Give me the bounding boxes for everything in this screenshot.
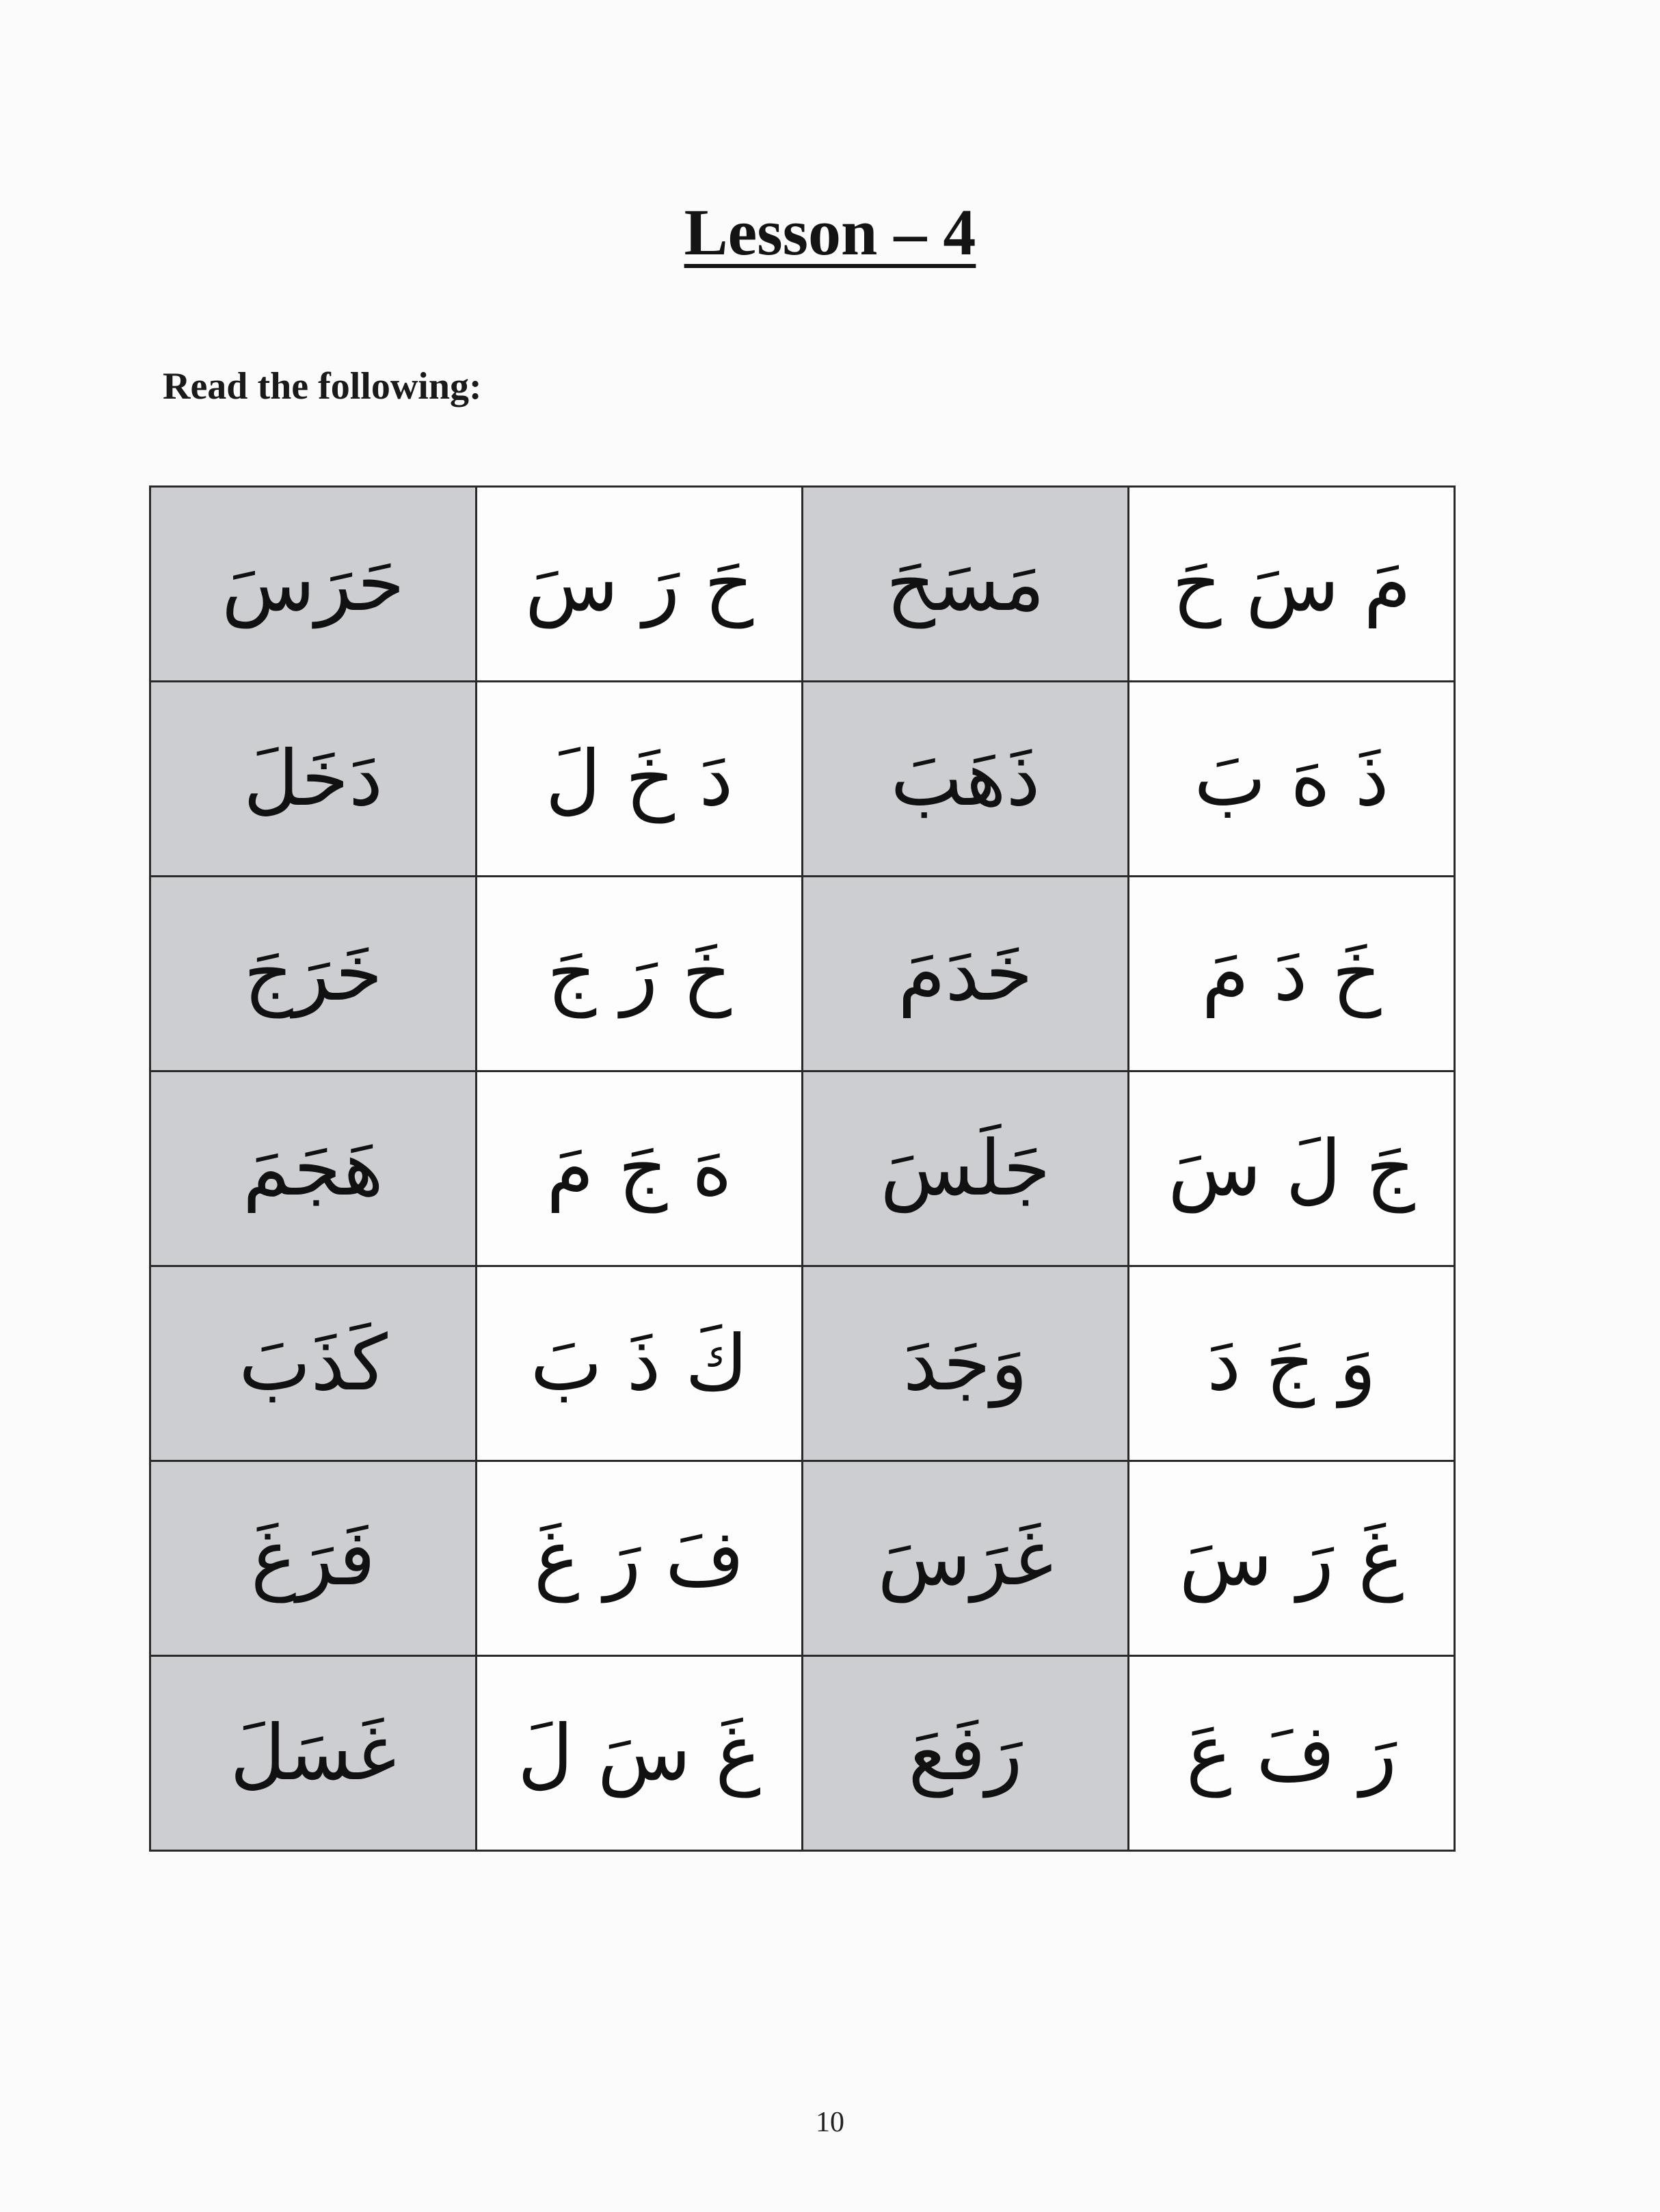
letters-cell: هَ جَ مَ <box>477 1071 803 1266</box>
letters-cell: جَ لَ سَ <box>1129 1071 1455 1266</box>
letters-cell: خَ دَ مَ <box>1129 877 1455 1071</box>
letters-cell: غَ رَ سَ <box>1129 1461 1455 1656</box>
word-cell: هَجَمَ <box>150 1071 477 1266</box>
letters-cell: وَ جَ دَ <box>1129 1266 1455 1461</box>
word-cell: رَفَعَ <box>803 1656 1129 1851</box>
word-cell: غَسَلَ <box>150 1656 477 1851</box>
table-row <box>150 1071 1455 1266</box>
word-cell: وَجَدَ <box>803 1266 1129 1461</box>
letters-cell: ذَ هَ بَ <box>1129 682 1455 877</box>
page-title: Lesson – 4 <box>684 196 976 269</box>
page-number: 10 <box>816 2107 844 2138</box>
instruction-text: Read the following: <box>163 365 482 408</box>
table-row <box>150 487 1455 682</box>
table-row <box>150 682 1455 877</box>
word-cell: غَرَسَ <box>803 1461 1129 1656</box>
letters-cell: رَ فَ عَ <box>1129 1656 1455 1851</box>
word-cell: خَدَمَ <box>803 877 1129 1071</box>
letters-cell: كَ ذَ بَ <box>477 1266 803 1461</box>
word-cell: فَرَغَ <box>150 1461 477 1656</box>
word-cell: حَرَسَ <box>150 487 477 682</box>
table-row <box>150 1266 1455 1461</box>
word-cell: ذَهَبَ <box>803 682 1129 877</box>
word-cell: دَخَلَ <box>150 682 477 877</box>
letters-cell: خَ رَ جَ <box>477 877 803 1071</box>
table-row <box>150 877 1455 1071</box>
letters-cell: غَ سَ لَ <box>477 1656 803 1851</box>
word-cell: مَسَحَ <box>803 487 1129 682</box>
word-cell: كَذَبَ <box>150 1266 477 1461</box>
letters-cell: دَ خَ لَ <box>477 682 803 877</box>
table-row <box>150 1656 1455 1851</box>
letters-cell: مَ سَ حَ <box>1129 487 1455 682</box>
lesson-table <box>149 485 1456 1852</box>
word-cell: جَلَسَ <box>803 1071 1129 1266</box>
letters-cell: حَ رَ سَ <box>477 487 803 682</box>
table-row <box>150 1461 1455 1656</box>
letters-cell: فَ رَ غَ <box>477 1461 803 1656</box>
word-cell: خَرَجَ <box>150 877 477 1071</box>
